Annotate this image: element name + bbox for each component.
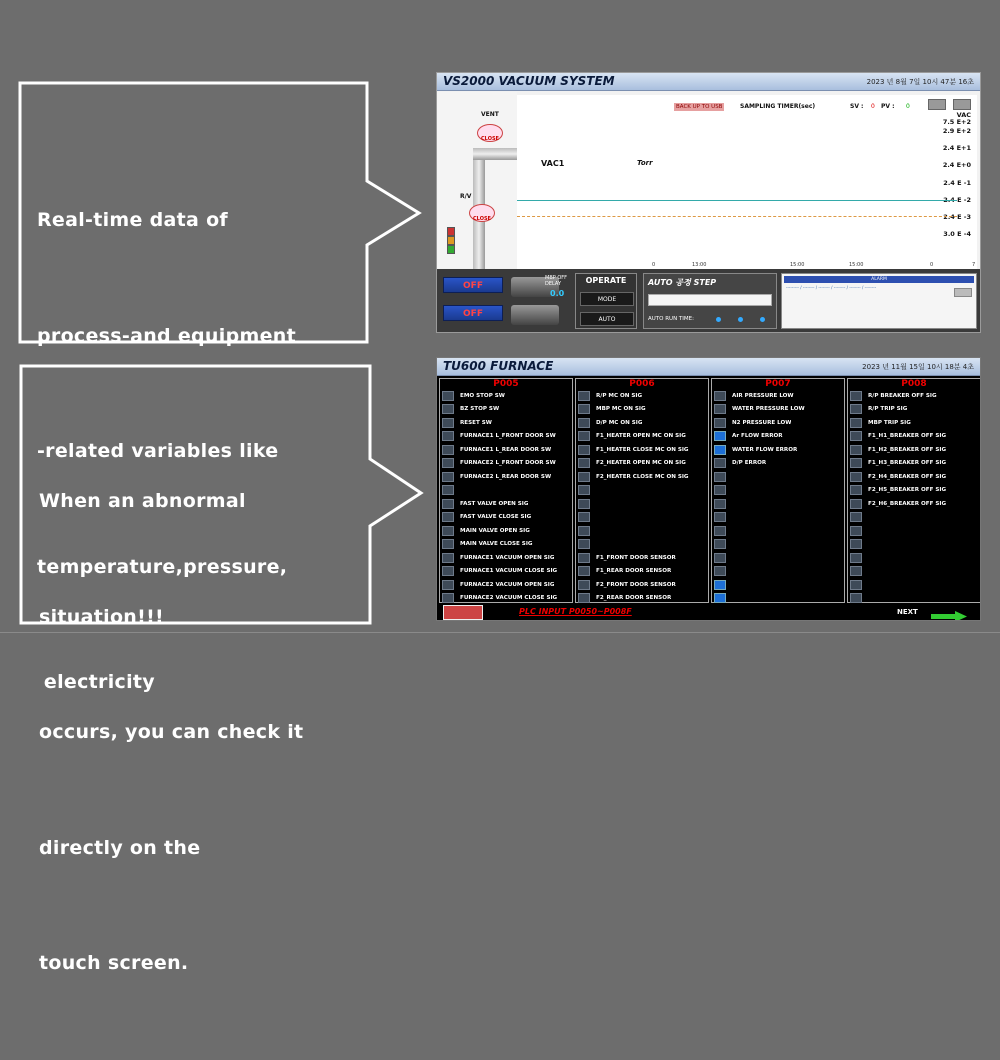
vent-valve-close-button[interactable] (477, 124, 503, 142)
io-status-indicator[interactable] (578, 431, 590, 441)
axis-title: VAC (956, 111, 971, 119)
io-signal-label: Ar FLOW ERROR (732, 433, 783, 440)
tu600-titlebar (437, 358, 980, 376)
mbp-off-delay-label: MBP OFF DELAY (545, 275, 568, 287)
vacuum-mimic (437, 92, 517, 268)
io-status-indicator[interactable] (850, 458, 862, 468)
io-status-indicator[interactable] (442, 539, 454, 549)
io-row (712, 443, 844, 457)
io-row (712, 511, 844, 525)
io-row (848, 430, 980, 444)
io-status-indicator[interactable] (850, 499, 862, 509)
io-status-indicator[interactable] (850, 539, 862, 549)
io-signal-label: MBP MC ON SIG (596, 406, 646, 413)
io-row (576, 578, 708, 592)
trend-line-vac (517, 200, 957, 201)
io-signal-label: F2_FRONT DOOR SENSOR (596, 581, 676, 588)
callout-line: -related variables like (37, 440, 279, 462)
io-status-indicator[interactable] (850, 445, 862, 455)
io-row (712, 565, 844, 579)
home-button[interactable] (443, 605, 483, 620)
edit-button[interactable] (953, 99, 971, 110)
io-row (848, 443, 980, 457)
io-status-indicator[interactable] (578, 593, 590, 603)
vac-name: VAC1 (541, 159, 565, 168)
io-row (848, 511, 980, 525)
time-tick: 15:00 (849, 262, 864, 268)
pv-value: 0 (906, 103, 910, 110)
callout-line: process-and equipment (37, 324, 296, 347)
io-signal-label: FAST VALVE OPEN SIG (460, 500, 529, 507)
io-signal-label: R/P BREAKER OFF SIG (868, 392, 937, 399)
io-row (576, 524, 708, 538)
io-status-indicator[interactable] (714, 512, 726, 522)
io-status-indicator[interactable] (850, 566, 862, 576)
vent-valve-close-label: CLOSE (481, 136, 499, 142)
io-row (848, 551, 980, 565)
io-status-indicator[interactable] (578, 391, 590, 401)
axis-tick: 2.4 E+0 (942, 161, 971, 169)
auto-run-time-label: AUTO RUN TIME: (648, 316, 694, 322)
time-tick: 13:00 (692, 262, 707, 268)
io-status-indicator[interactable] (578, 499, 590, 509)
io-status-indicator[interactable] (578, 566, 590, 576)
rv-valve-close-button[interactable] (469, 204, 495, 222)
io-row (848, 497, 980, 511)
io-signal-label: AIR PRESSURE LOW (732, 392, 794, 399)
io-signal-label: WATER FLOW ERROR (732, 446, 798, 453)
io-signal-label: FURNACE1 VACUUM CLOSE SIG (460, 568, 558, 575)
io-row (712, 538, 844, 552)
io-row (712, 484, 844, 498)
next-label: NEXT (897, 608, 918, 616)
io-status-indicator[interactable] (442, 418, 454, 428)
pump-icon (511, 305, 559, 325)
operate-title: OPERATE (585, 276, 627, 285)
io-status-indicator[interactable] (714, 553, 726, 563)
io-row (576, 443, 708, 457)
io-row (440, 457, 572, 471)
auto-button[interactable]: AUTO (580, 312, 634, 326)
callout-line: occurs, you can check it (39, 721, 304, 743)
io-status-indicator[interactable] (850, 472, 862, 482)
io-status-indicator[interactable] (442, 593, 454, 603)
io-signal-label: FURNACE1 L_FRONT DOOR SW (460, 433, 556, 440)
mode-button[interactable]: MODE (580, 292, 634, 306)
io-status-indicator[interactable] (850, 512, 862, 522)
callout-line: touch screen. (39, 952, 189, 974)
tower-lamp-amber (447, 236, 455, 245)
io-status-indicator[interactable] (714, 539, 726, 549)
axis-tick: 2.4 E -1 (943, 179, 971, 187)
sv-label: SV : (850, 103, 864, 110)
axis-tick: 2.4 E -2 (943, 196, 971, 204)
io-signal-label: F1_FRONT DOOR SENSOR (596, 554, 676, 561)
vs2000-control-bar (437, 269, 981, 333)
io-status-indicator[interactable] (714, 391, 726, 401)
io-status-indicator[interactable] (850, 553, 862, 563)
io-signal-label: F2_HEATER OPEN MC ON SIG (596, 460, 686, 467)
io-row (712, 457, 844, 471)
io-row (576, 416, 708, 430)
io-status-indicator[interactable] (850, 391, 862, 401)
pump2-off-button[interactable]: OFF (443, 305, 503, 321)
pump1-off-button[interactable]: OFF (443, 277, 503, 293)
alarm-header: ALARM (784, 276, 974, 283)
io-row (440, 538, 572, 552)
io-row (848, 578, 980, 592)
callout-line: When an abnormal (39, 490, 246, 512)
io-column-header: P007 (765, 379, 791, 389)
io-signal-label: FURNACE2 VACUUM CLOSE SIG (460, 595, 558, 602)
io-signal-label: F1_H1_BREAKER OFF SIG (868, 433, 947, 440)
axis-tick: 7.5 E+2 (942, 118, 971, 126)
io-row (576, 403, 708, 417)
io-row (848, 565, 980, 579)
io-signal-label: EMO STOP SW (460, 392, 505, 399)
alarm-row: --------- / -------- / -------- / -------- / -------- / -------- (786, 285, 877, 290)
io-status-indicator[interactable] (714, 418, 726, 428)
io-signal-label: RESET SW (460, 419, 492, 426)
io-row (440, 484, 572, 498)
io-status-indicator[interactable] (578, 526, 590, 536)
io-row (712, 524, 844, 538)
io-row (440, 403, 572, 417)
io-column-header: P008 (901, 379, 927, 389)
io-signal-label: R/P MC ON SIG (596, 392, 643, 399)
io-signal-label: MAIN VALVE OPEN SIG (460, 527, 530, 534)
io-status-indicator[interactable] (578, 553, 590, 563)
io-signal-label: F1_HEATER CLOSE MC ON SIG (596, 446, 689, 453)
rv-label: R/V (460, 193, 472, 200)
io-row (848, 416, 980, 430)
io-signal-label: F1_H2_BREAKER OFF SIG (868, 446, 947, 453)
tu600-datetime: 2023 년 11월 15일 10시 18분 4초 (862, 363, 974, 371)
time-tick: 0 (652, 262, 656, 268)
io-status-indicator[interactable] (442, 566, 454, 576)
backup-usb-button[interactable]: BACK UP TO USB (676, 104, 723, 110)
io-status-indicator[interactable] (578, 458, 590, 468)
rv-valve-close-label: CLOSE (473, 216, 491, 222)
io-status-indicator[interactable] (578, 445, 590, 455)
axis-tick: 2.4 E -3 (943, 213, 971, 221)
io-status-indicator[interactable] (714, 485, 726, 495)
tu600-title: TU600 FURNACE (443, 359, 554, 373)
io-row (440, 470, 572, 484)
io-row (712, 430, 844, 444)
io-status-indicator[interactable] (442, 512, 454, 522)
tower-lamp-green (447, 245, 455, 254)
io-row (440, 416, 572, 430)
time-tick: 7 (972, 262, 976, 268)
io-status-indicator[interactable] (442, 458, 454, 468)
vs2000-title: VS2000 VACUUM SYSTEM (443, 74, 615, 88)
io-status-indicator[interactable] (714, 472, 726, 482)
vs2000-titlebar (437, 73, 980, 91)
io-status-indicator[interactable] (442, 404, 454, 414)
io-row (440, 524, 572, 538)
io-row (440, 430, 572, 444)
io-row (440, 511, 572, 525)
io-signal-label: WATER PRESSURE LOW (732, 406, 805, 413)
io-row (848, 484, 980, 498)
callout-line: situation!!! (39, 605, 165, 628)
vac-unit: Torr (637, 159, 653, 167)
callout-line: temperature,pressure, (37, 555, 288, 578)
io-status-indicator[interactable] (442, 526, 454, 536)
alarm-panel (781, 273, 977, 329)
io-row (440, 389, 572, 403)
io-status-indicator[interactable] (442, 391, 454, 401)
io-signal-label: FURNACE1 VACUUM OPEN SIG (460, 554, 555, 561)
io-status-indicator[interactable] (578, 512, 590, 522)
io-row (440, 551, 572, 565)
axis-tick: 2.4 E+1 (942, 144, 971, 152)
io-signal-label: MAIN VALVE CLOSE SIG (460, 541, 533, 548)
tu600-footer (437, 603, 981, 621)
callout-abnormal-text (39, 405, 303, 1060)
io-row (712, 551, 844, 565)
plc-input-label: PLC INPUT P0050~P008F (519, 607, 632, 616)
io-row (576, 457, 708, 471)
auto-step-panel (643, 273, 777, 329)
io-status-indicator[interactable] (578, 472, 590, 482)
io-signal-label: F1_HEATER OPEN MC ON SIG (596, 433, 686, 440)
io-signal-label: FURNACE1 L_REAR DOOR SW (460, 446, 552, 453)
io-column (439, 378, 573, 603)
io-status-indicator[interactable] (442, 553, 454, 563)
io-row (440, 565, 572, 579)
io-status-indicator[interactable] (714, 404, 726, 414)
tower-lamp (447, 227, 455, 263)
axis-tick: 3.0 E -4 (943, 230, 971, 238)
run-time-dot (760, 317, 765, 322)
settings-button[interactable] (928, 99, 946, 110)
callout-line: electricity (37, 671, 155, 693)
trend-line-limit (517, 216, 957, 217)
io-row (576, 551, 708, 565)
io-signal-label: MBP TRIP SIG (868, 419, 911, 426)
operate-panel (575, 273, 637, 329)
io-status-indicator[interactable] (714, 458, 726, 468)
io-status-indicator[interactable] (578, 580, 590, 590)
io-status-indicator[interactable] (714, 431, 726, 441)
io-row (576, 538, 708, 552)
io-row (712, 416, 844, 430)
io-row (440, 497, 572, 511)
io-status-indicator[interactable] (442, 499, 454, 509)
io-signal-label: F2_H6_BREAKER OFF SIG (868, 500, 947, 507)
io-signal-label: F1_REAR DOOR SENSOR (596, 568, 672, 575)
io-row (712, 470, 844, 484)
io-column (847, 378, 981, 603)
next-arrow-icon (931, 611, 967, 621)
io-column (711, 378, 845, 603)
io-status-indicator[interactable] (578, 404, 590, 414)
io-status-indicator[interactable] (850, 593, 862, 603)
io-row (848, 470, 980, 484)
run-time-dot (738, 317, 743, 322)
io-row (848, 457, 980, 471)
io-status-indicator[interactable] (578, 539, 590, 549)
io-row (712, 403, 844, 417)
io-status-indicator[interactable] (714, 580, 726, 590)
io-signal-label: D/P ERROR (732, 460, 767, 467)
io-signal-label: D/P MC ON SIG (596, 419, 643, 426)
io-signal-label: FURNACE2 L_REAR DOOR SW (460, 473, 552, 480)
pv-label: PV : (881, 103, 895, 110)
io-signal-label: F2_HEATER CLOSE MC ON SIG (596, 473, 689, 480)
io-signal-label: F2_H4_BREAKER OFF SIG (868, 473, 947, 480)
sampling-timer-label: SAMPLING TIMER(sec) (740, 103, 816, 110)
sv-value: 0 (871, 103, 875, 110)
io-signal-label: F1_H3_BREAKER OFF SIG (868, 460, 947, 467)
io-row (848, 403, 980, 417)
io-row (712, 578, 844, 592)
io-status-indicator[interactable] (850, 485, 862, 495)
io-status-indicator[interactable] (578, 485, 590, 495)
tu600-screen (436, 357, 981, 621)
io-signal-label: FAST VALVE CLOSE SIG (460, 514, 532, 521)
time-tick: 15:00 (790, 262, 805, 268)
io-row (848, 389, 980, 403)
io-signal-label: FURNACE2 VACUUM OPEN SIG (460, 581, 555, 588)
io-status-indicator[interactable] (442, 472, 454, 482)
io-status-indicator[interactable] (578, 418, 590, 428)
io-status-indicator[interactable] (714, 566, 726, 576)
io-row (440, 578, 572, 592)
io-status-indicator[interactable] (850, 526, 862, 536)
next-arrow-button[interactable] (931, 607, 967, 618)
run-time-dot (716, 317, 721, 322)
io-status-indicator[interactable] (850, 580, 862, 590)
time-tick: 0 (930, 262, 934, 268)
io-status-indicator[interactable] (442, 580, 454, 590)
axis-tick: 2.9 E+2 (942, 127, 971, 135)
io-row (576, 389, 708, 403)
callout-line: Real-time data of (37, 209, 228, 231)
callout-line: directly on the (39, 836, 201, 859)
io-row (576, 430, 708, 444)
io-status-indicator[interactable] (714, 593, 726, 603)
io-row (576, 484, 708, 498)
io-status-indicator[interactable] (850, 431, 862, 441)
io-status-indicator[interactable] (714, 526, 726, 536)
vs2000-screen (436, 72, 981, 333)
io-column-header: P006 (629, 379, 655, 389)
io-row (848, 524, 980, 538)
io-status-indicator[interactable] (714, 499, 726, 509)
io-row (848, 538, 980, 552)
io-signal-label: BZ STOP SW (460, 406, 500, 413)
io-signal-label: N2 PRESSURE LOW (732, 419, 792, 426)
auto-step-display (648, 294, 772, 306)
tower-lamp-red (447, 227, 455, 236)
io-row (576, 497, 708, 511)
io-row (440, 443, 572, 457)
alarm-view-button[interactable] (954, 288, 972, 297)
io-status-indicator[interactable] (442, 431, 454, 441)
io-row (576, 470, 708, 484)
io-signal-label: F2_H5_BREAKER OFF SIG (868, 487, 947, 494)
io-row (576, 565, 708, 579)
io-status-indicator[interactable] (850, 404, 862, 414)
io-row (576, 511, 708, 525)
io-column (575, 378, 709, 603)
io-signal-label: R/P TRIP SIG (868, 406, 908, 413)
io-signal-label: F2_REAR DOOR SENSOR (596, 595, 672, 602)
io-status-indicator[interactable] (442, 445, 454, 455)
io-column-header: P005 (493, 379, 519, 389)
io-signal-label: FURNACE2 L_FRONT DOOR SW (460, 460, 556, 467)
auto-step-title: AUTO 공정 STEP (648, 278, 717, 287)
io-status-indicator[interactable] (714, 445, 726, 455)
mbp-off-delay-value: 0.0 (550, 289, 565, 298)
io-row (712, 497, 844, 511)
io-status-indicator[interactable] (850, 418, 862, 428)
vacuum-pipe-horizontal (473, 148, 517, 160)
io-status-indicator[interactable] (442, 485, 454, 495)
io-row (712, 389, 844, 403)
vs2000-datetime: 2023 년 8월 7일 10시 47분 16초 (866, 78, 974, 86)
vent-label: VENT (481, 111, 499, 118)
